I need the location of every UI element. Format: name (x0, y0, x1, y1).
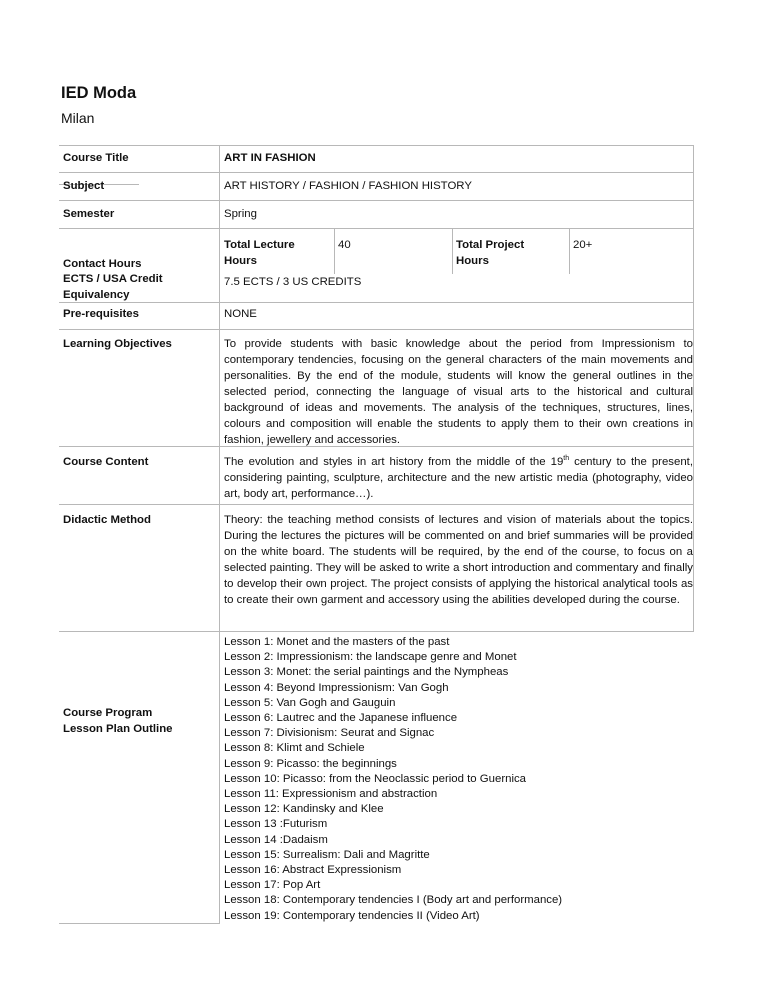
table-rule (59, 145, 694, 146)
table-rule (693, 145, 694, 632)
prerequisites-label: Pre-requisites (63, 308, 139, 320)
contact-hours-label: Contact Hours (63, 258, 142, 270)
list-item: Lesson 1: Monet and the masters of the past (224, 636, 450, 648)
learning-objectives-text: To provide students with basic knowledge about the period from Impressionism to contemporary tendencies, focusing on the general characters of the main movements and personalities. By the end of the module, students will know the general outlines in the selected period, connecting the language of visual arts to the historical and cultural background of ideas and movements. The analysis of the techniques, structures, lines, colours and composition will enable the students to apply them to their own creations in fashion, jewellery and accessories. (224, 338, 693, 446)
table-rule (59, 200, 694, 201)
total-project-hours-value: 20+ (573, 239, 593, 251)
list-item: Lesson 16: Abstract Expressionism (224, 864, 402, 877)
subject-label: Subject (63, 180, 105, 192)
course-title-value: ART IN FASHION (224, 152, 316, 164)
course-program-label: Course Program Lesson Plan Outline (63, 707, 173, 735)
list-item: Lesson 10: Picasso: from the Neoclassic period to Guernica (224, 772, 527, 785)
table-rule (334, 228, 335, 274)
list-item: Lesson 13 :Futurism (224, 818, 328, 831)
table-rule (59, 504, 694, 505)
lesson-plan-list (224, 635, 694, 924)
total-project-hours-label: Total Project Hours (456, 239, 525, 267)
table-rule (59, 228, 694, 229)
course-title-label: Course Title (63, 152, 129, 164)
total-lecture-hours-value: 40 (338, 239, 351, 251)
list-item: Lesson 2: Impressionism: the landscape genre and Monet (224, 651, 517, 664)
list-item: Lesson 5: Van Gogh and Gauguin (224, 696, 396, 709)
list-item: Lesson 6: Lautrec and the Japanese influence (224, 712, 458, 725)
table-rule (452, 228, 453, 274)
total-lecture-hours-label: Total Lecture Hours (224, 239, 295, 267)
list-item: Lesson 17: Pop Art (224, 879, 321, 892)
table-rule (219, 145, 220, 923)
list-item: Lesson 8: Klimt and Schiele (224, 742, 365, 755)
list-item: Lesson 18: Contemporary tendencies I (Body art and performance) (224, 894, 563, 907)
semester-value: Spring (224, 208, 257, 220)
ects-label: ECTS / USA Credit Equivalency (63, 273, 163, 301)
course-content-text: The evolution and styles in art history from the middle of the 19th century to the present, considering painting, sculpture, architecture and the new artistic media (photography, video art, body art, performance…). (224, 455, 693, 500)
list-item: Lesson 3: Monet: the serial paintings and the Nympheas (224, 666, 509, 679)
learning-objectives-label: Learning Objectives (63, 338, 172, 350)
page-title: IED Moda (61, 84, 137, 102)
table-rule (59, 172, 694, 173)
list-item: Lesson 11: Expressionism and abstraction (224, 788, 438, 801)
semester-label: Semester (63, 208, 115, 220)
table-rule (59, 923, 220, 924)
ects-value: 7.5 ECTS / 3 US CREDITS (224, 276, 362, 288)
didactic-method-text: Theory: the teaching method consists of lectures and vision of materials about the topics. During the lectures the pictures will be commented on and brief summaries will be provided on the white board. The students will be required, by the end of the course, to focus on a selected painting. They will be asked to write a short introduction and commentary and finally to develop their own project. The project consists of applying the historical analytical tools as to create their own garment and accessory using the abilities developed during the course. (224, 514, 693, 606)
didactic-method-label: Didactic Method (63, 514, 151, 526)
table-rule (569, 228, 570, 274)
page-subtitle: Milan (61, 110, 95, 126)
subject-value: ART HISTORY / FASHION / FASHION HISTORY (224, 180, 472, 192)
list-item: Lesson 12: Kandinsky and Klee (224, 803, 384, 816)
list-item: Lesson 15: Surrealism: Dali and Magritte (224, 848, 430, 861)
table-rule (59, 329, 694, 330)
list-item: Lesson 19: Contemporary tendencies II (Video Art) (224, 909, 480, 922)
list-item: Lesson 7: Divisionism: Seurat and Signac (224, 727, 435, 740)
course-content-label: Course Content (63, 456, 149, 468)
table-rule (59, 631, 694, 632)
list-item: Lesson 4: Beyond Impressionism: Van Gogh (224, 681, 449, 694)
list-item: Lesson 9: Picasso: the beginnings (224, 757, 397, 770)
list-item: Lesson 14 :Dadaism (224, 833, 328, 846)
prerequisites-value: NONE (224, 308, 257, 320)
